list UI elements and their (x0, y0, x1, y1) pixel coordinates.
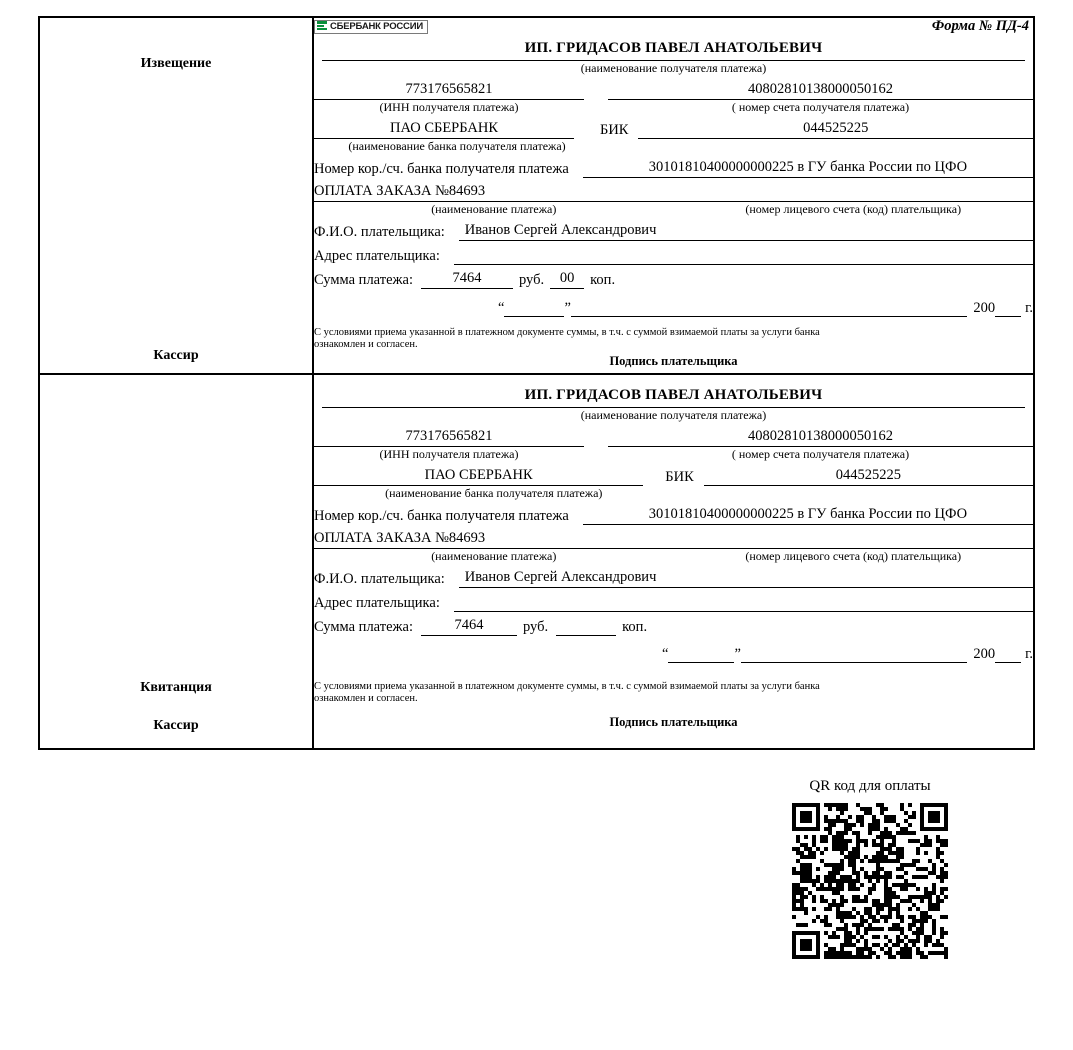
caption-bank-bottom: (наименование банка получателя платежа) (385, 486, 603, 500)
date-quote-close-top: ” (564, 300, 571, 316)
purpose-row-bottom (314, 530, 1033, 549)
inn-account-captions-bottom (314, 447, 1033, 462)
inn-account-row-top (314, 81, 1033, 100)
year-suffix-bottom: г. (1025, 646, 1033, 662)
korschet-label-bottom: Номер кор./сч. банка получателя платежа (314, 508, 569, 524)
inn-value-bottom: 773176565821 (314, 428, 584, 447)
payer-name-top: Иванов Сергей Александрович (459, 222, 1033, 241)
bank-name-top: ПАО СБЕРБАНК (314, 120, 574, 139)
caption-inn-bottom: (ИНН получателя платежа) (379, 447, 519, 461)
address-row-top (314, 246, 1033, 265)
inn-value-top: 773176565821 (314, 81, 584, 100)
stub-label-cashier-top: Кассир (153, 348, 199, 363)
receipt-stub-cell (39, 374, 313, 749)
kop-label-bottom: коп. (622, 619, 648, 635)
payer-row-bottom (314, 569, 1033, 588)
account-value-top: 40802810138000050162 (608, 81, 1033, 100)
account-value-bottom: 40802810138000050162 (608, 428, 1033, 447)
signature-label-top: Подпись плательщика (609, 354, 738, 368)
caption-purpose-top: (наименование платежа) (431, 202, 557, 216)
terms-line1-bottom: С условиями приема указанной в платежном документе суммы, в т.ч. с суммой взимаемой платы за услуги банка (314, 681, 820, 692)
purpose-row-top (314, 183, 1033, 202)
stub-label-notice: Извещение (140, 56, 212, 71)
caption-personal-account-bottom: (номер лицевого счета (код) плательщика) (745, 549, 962, 563)
kop-value-bottom (556, 617, 616, 636)
year-prefix-top: 200 (973, 300, 996, 316)
caption-account-top: ( номер счета получателя платежа) (731, 100, 910, 114)
sum-label-bottom: Сумма платежа: (314, 619, 413, 635)
rub-label-top: руб. (519, 272, 545, 288)
sum-row-bottom (314, 617, 1033, 636)
terms-line1-top: С условиями приема указанной в платежном документе суммы, в т.ч. с суммой взимаемой платы за услуги банка (314, 327, 820, 338)
bank-bik-row-bottom (314, 467, 1033, 486)
bank-name-bottom: ПАО СБЕРБАНК (314, 467, 643, 486)
receipt-body-cell (313, 374, 1034, 749)
bank-bik-row-top (314, 120, 1033, 139)
notice-body-cell (313, 17, 1034, 374)
recipient-name-bottom: ИП. ГРИДАСОВ ПАВЕЛ АНАТОЛЬЕВИЧ (524, 387, 823, 403)
address-label-bottom: Адрес плательщика: (314, 595, 440, 611)
form-number: Форма № ПД-4 (931, 18, 1029, 34)
date-quote-close-bottom: ” (734, 646, 741, 662)
date-quote-open-bottom: “ (662, 646, 669, 662)
purpose-value-top: ОПЛАТА ЗАКАЗА №84693 (314, 183, 674, 202)
year-prefix-bottom: 200 (973, 646, 996, 662)
purpose-captions-top (314, 202, 1033, 217)
date-row-top (314, 300, 1033, 317)
address-row-bottom (314, 593, 1033, 612)
qr-section (770, 778, 970, 964)
sum-value-top: 7464 (421, 270, 513, 289)
bik-value-bottom: 044525225 (704, 467, 1033, 486)
payment-form-table (38, 16, 1035, 750)
bik-value-top: 044525225 (638, 120, 1033, 139)
caption-account-bottom: ( номер счета получателя платежа) (731, 447, 910, 461)
korschet-value-bottom: 30101810400000000225 в ГУ банка России по ЦФО (583, 506, 1033, 525)
payer-row-top (314, 222, 1033, 241)
caption-personal-account-top: (номер лицевого счета (код) плательщика) (745, 202, 962, 216)
notice-section-row (39, 17, 1034, 374)
payment-form-sheet (38, 16, 1033, 750)
stub-label-cashier-bottom: Кассир (153, 718, 199, 733)
bik-label-top: БИК (600, 122, 629, 138)
sum-row-top (314, 270, 1033, 289)
korschet-row-bottom (314, 506, 1033, 525)
bik-label-bottom: БИК (665, 469, 694, 485)
korschet-label-top: Номер кор./сч. банка получателя платежа (314, 161, 569, 177)
caption-purpose-bottom: (наименование платежа) (431, 549, 557, 563)
purpose-captions-bottom (314, 549, 1033, 564)
address-value-bottom (454, 593, 1033, 612)
address-label-top: Адрес плательщика: (314, 248, 440, 264)
inn-account-row-bottom (314, 428, 1033, 447)
caption-inn-top: (ИНН получателя платежа) (379, 100, 519, 114)
terms-line2-top: ознакомлен и согласен. (314, 339, 418, 350)
bank-caption-row-top (314, 139, 1033, 154)
korschet-row-top (314, 159, 1033, 178)
payer-label-bottom: Ф.И.О. плательщика: (314, 571, 445, 587)
terms-line2-bottom: ознакомлен и согласен. (314, 693, 418, 704)
sum-label-top: Сумма платежа: (314, 272, 413, 288)
inn-account-captions-top (314, 100, 1033, 115)
signature-label-bottom: Подпись плательщика (609, 715, 738, 729)
payer-label-top: Ф.И.О. плательщика: (314, 224, 445, 240)
stub-label-receipt: Квитанция (140, 680, 212, 695)
caption-recipient-bottom: (наименование получателя платежа) (580, 408, 767, 422)
sberbank-tick-icon (317, 21, 327, 30)
qr-code (792, 803, 948, 959)
purpose-value-bottom: ОПЛАТА ЗАКАЗА №84693 (314, 530, 674, 549)
sum-value-bottom: 7464 (421, 617, 517, 636)
kop-value-top: 00 (550, 270, 584, 289)
caption-bank-top: (наименование банка получателя платежа) (348, 139, 566, 153)
notice-header (314, 18, 1033, 36)
kop-label-top: коп. (590, 272, 616, 288)
bank-caption-row-bottom (314, 486, 1033, 501)
sberbank-logo: СБЕРБАНК РОССИИ (314, 20, 428, 34)
year-suffix-top: г. (1025, 300, 1033, 316)
receipt-section-row (39, 374, 1034, 749)
date-quote-open-top: “ (498, 300, 505, 316)
korschet-value-top: 30101810400000000225 в ГУ банка России по ЦФО (583, 159, 1033, 178)
date-row-bottom (314, 646, 1033, 663)
qr-title: QR код для оплаты (809, 778, 931, 794)
payer-name-bottom: Иванов Сергей Александрович (459, 569, 1033, 588)
address-value-top (454, 246, 1033, 265)
notice-stub-cell (39, 17, 313, 374)
recipient-name-top: ИП. ГРИДАСОВ ПАВЕЛ АНАТОЛЬЕВИЧ (524, 40, 823, 56)
rub-label-bottom: руб. (523, 619, 549, 635)
caption-recipient-top: (наименование получателя платежа) (580, 61, 767, 75)
